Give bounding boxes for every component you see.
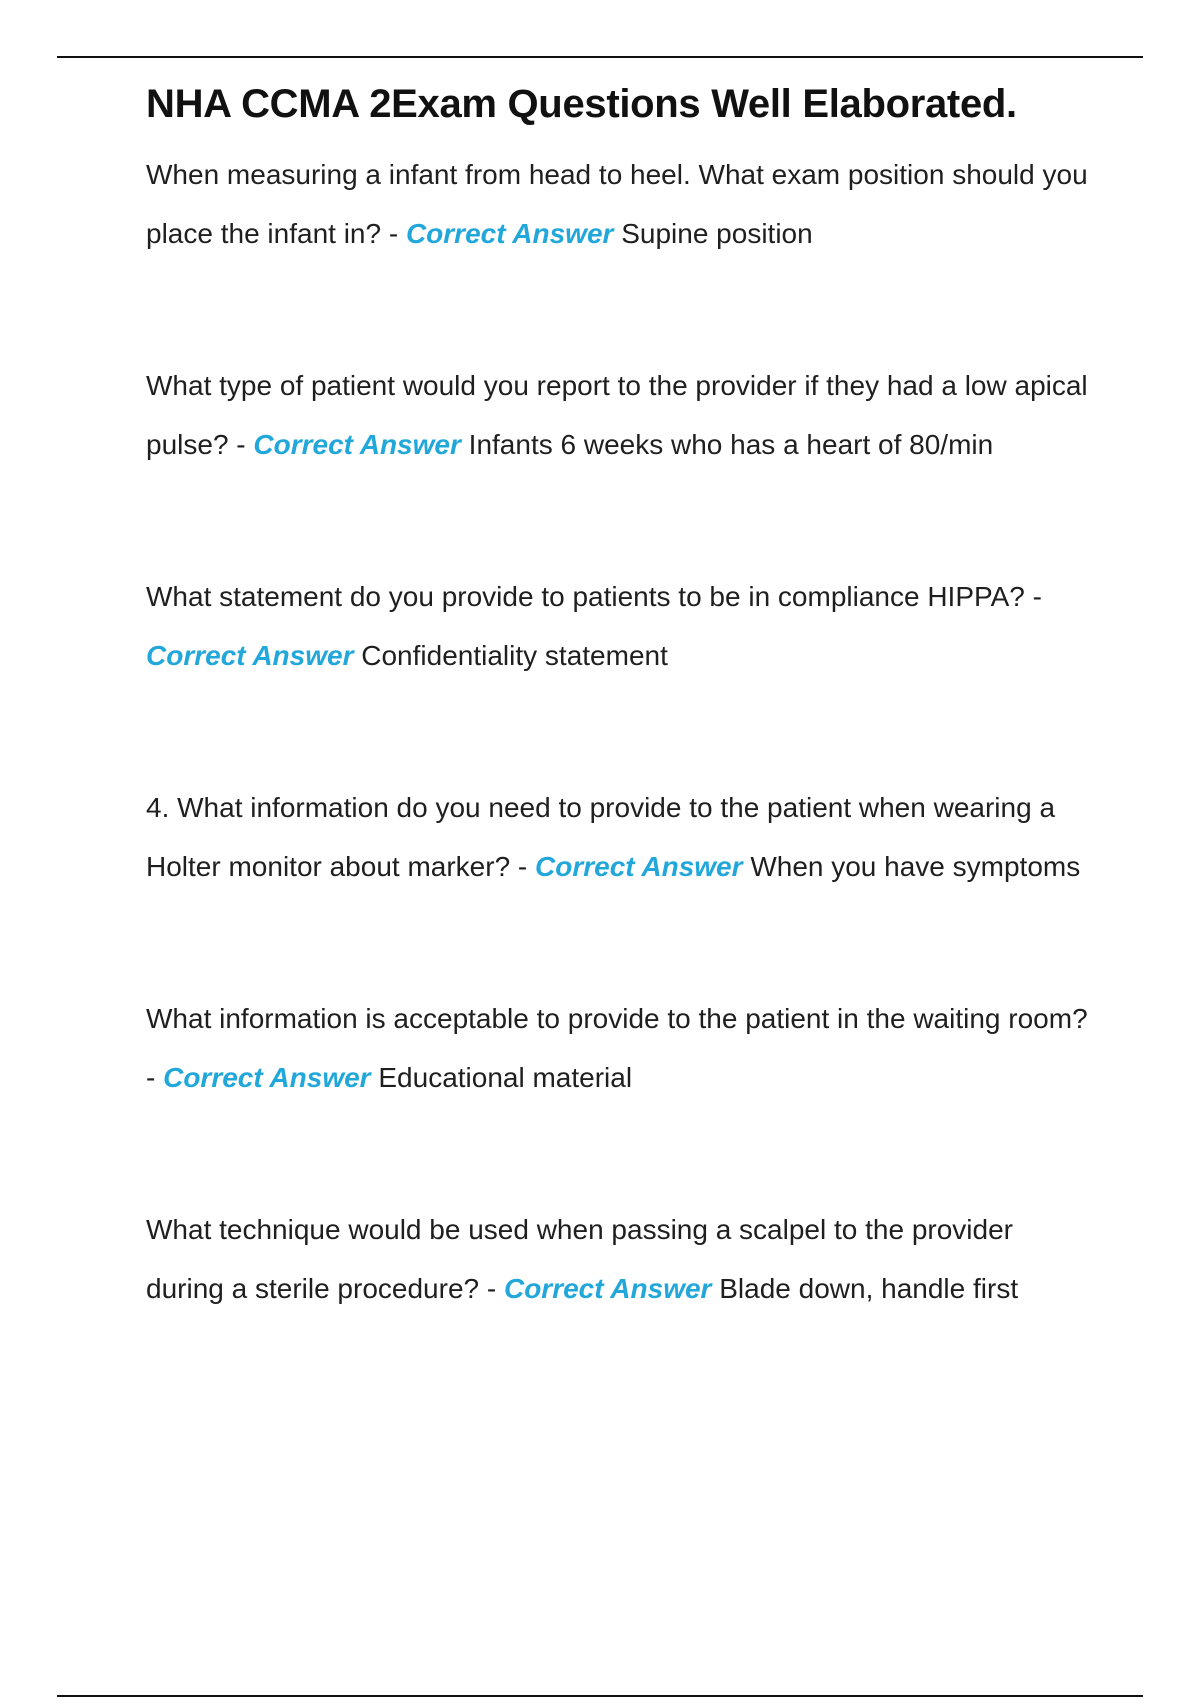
document-title: NHA CCMA 2Exam Questions Well Elaborated. [146, 82, 1017, 126]
correct-answer-label: Correct Answer [405, 217, 614, 249]
correct-answer-label: Correct Answer [146, 639, 354, 671]
correct-answer-label: Correct Answer [535, 850, 743, 882]
answer-text: Confidentiality statement [361, 639, 668, 671]
question-text: What type of patient would you report to the provider if they had a low apical pulse? - [146, 370, 1088, 460]
question-text: When measuring a infant from head to heel. What exam position should you place the infant in? - [146, 159, 1088, 249]
answer-text: Supine position [621, 217, 813, 249]
question-text: 4. What information do you need to provide to the patient when wearing a Holter monitor about marker? - [146, 792, 1056, 882]
correct-answer-label: Correct Answer [253, 428, 461, 460]
document-page [146, 80, 1096, 1412]
qa-list [146, 146, 1096, 1318]
correct-answer-label: Correct Answer [503, 1272, 712, 1304]
qa-item [146, 990, 1096, 1107]
qa-item [146, 357, 1096, 474]
bottom-divider [57, 1695, 1143, 1697]
qa-item [146, 1201, 1096, 1318]
answer-text: When you have symptoms [750, 850, 1081, 882]
answer-text: Educational material [378, 1061, 633, 1093]
answer-text: Infants 6 weeks who has a heart of 80/min [468, 428, 994, 460]
question-text: What information is acceptable to provide to the patient in the waiting room? - [146, 1003, 1088, 1093]
answer-text: Blade down, handle first [719, 1272, 1019, 1304]
top-divider [57, 56, 1143, 58]
qa-item [146, 568, 1096, 685]
qa-item [146, 779, 1096, 896]
question-text: What technique would be used when passing a scalpel to the provider during a sterile procedure? - [146, 1214, 1013, 1304]
correct-answer-label: Correct Answer [163, 1061, 371, 1093]
question-text: What statement do you provide to patients to be in compliance HIPPA? - [146, 581, 1042, 612]
qa-item [146, 146, 1096, 263]
